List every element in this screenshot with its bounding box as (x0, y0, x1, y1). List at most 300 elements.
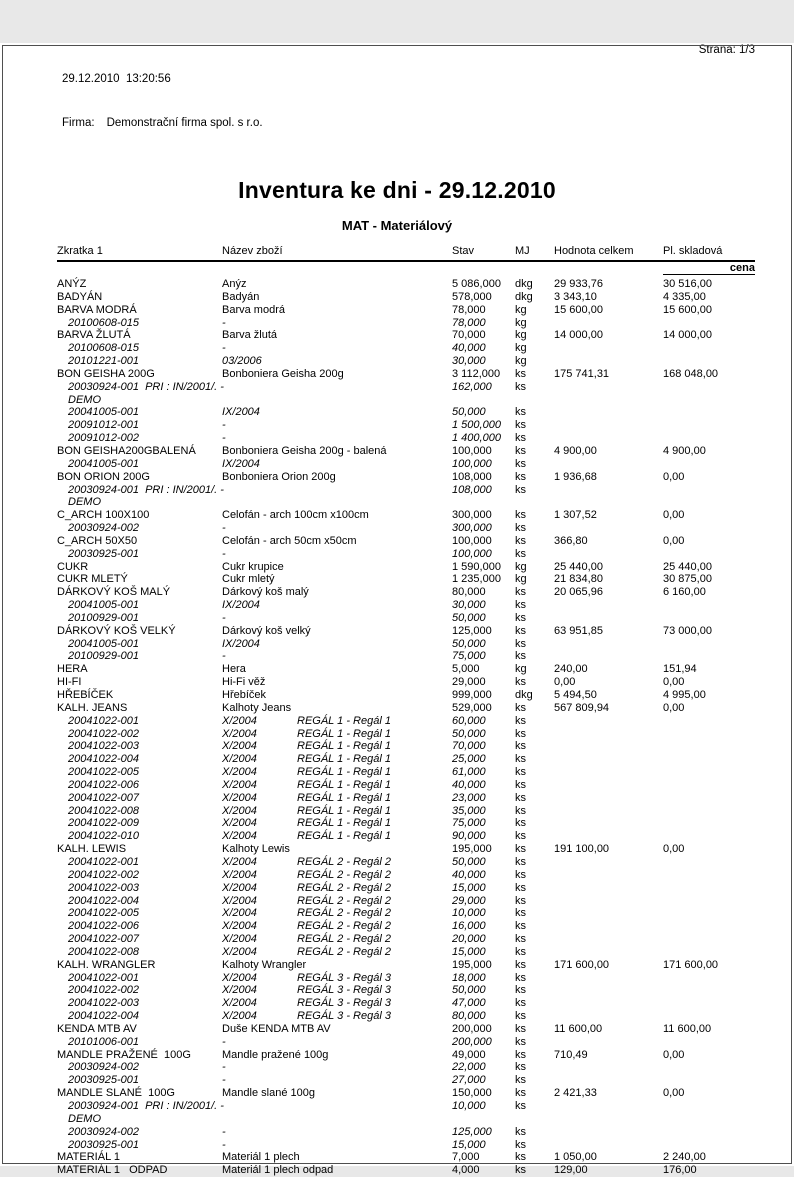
table-cell: 0,00 (663, 535, 755, 548)
lot-row (57, 984, 755, 997)
table-cell: HERA (57, 663, 222, 676)
table-cell: ks (508, 997, 554, 1010)
table-cell: 15,000 (452, 1139, 508, 1152)
table-cell: 35,000 (452, 805, 508, 818)
table-cell: 176,00 (663, 1164, 755, 1177)
lot-row (57, 432, 755, 445)
table-cell: dkg (508, 689, 554, 702)
table-cell: 5 494,50 (554, 689, 663, 702)
item-row (57, 1151, 755, 1164)
item-row (57, 275, 755, 291)
table-cell: Badyán (222, 291, 452, 304)
table-cell (663, 355, 755, 368)
table-cell (554, 406, 663, 419)
table-cell: 171 600,00 (663, 959, 755, 972)
table-cell (663, 458, 755, 471)
table-cell: - (222, 1126, 297, 1139)
table-cell: ks (508, 817, 554, 830)
table-cell: 29,000 (452, 895, 508, 908)
table-cell: ks (508, 1023, 554, 1036)
table-cell: X/2004 (222, 740, 297, 753)
table-cell (554, 381, 663, 394)
table-cell: 300,000 (452, 522, 508, 535)
table-cell (663, 856, 755, 869)
table-cell: - (222, 419, 297, 432)
table-cell: 14 000,00 (663, 329, 755, 342)
table-cell (554, 1139, 663, 1152)
table-cell (554, 1061, 663, 1074)
table-cell: DEMO (57, 394, 755, 407)
table-cell: 20041022-003 (57, 997, 222, 1010)
table-cell: 63 951,85 (554, 625, 663, 638)
table-cell (663, 484, 755, 497)
table-cell: 20100929-001 (57, 650, 222, 663)
table-cell (663, 779, 755, 792)
table-cell: 20041022-006 (57, 920, 222, 933)
table-cell: 6 160,00 (663, 586, 755, 599)
table-cell: 100,000 (452, 458, 508, 471)
table-cell (554, 753, 663, 766)
inventory-table (57, 245, 755, 1177)
table-cell: ks (508, 522, 554, 535)
table-cell: 47,000 (452, 997, 508, 1010)
table-cell: ks (508, 445, 554, 458)
lot-row (57, 650, 755, 663)
item-row (57, 561, 755, 574)
table-cell: 50,000 (452, 728, 508, 741)
lot-row (57, 817, 755, 830)
table-cell (663, 317, 755, 330)
lot-row (57, 946, 755, 959)
table-cell: 20100929-001 (57, 612, 222, 625)
table-cell: 20041022-005 (57, 766, 222, 779)
table-cell: dkg (508, 275, 554, 291)
table-cell (554, 715, 663, 728)
table-cell: 20041022-001 (57, 715, 222, 728)
table-cell: X/2004 (222, 882, 297, 895)
table-cell: ks (508, 650, 554, 663)
table-cell (554, 740, 663, 753)
table-cell (663, 805, 755, 818)
table-cell: IX/2004 (222, 406, 297, 419)
table-cell (663, 753, 755, 766)
table-cell (663, 1010, 755, 1023)
table-cell: 191 100,00 (554, 843, 663, 856)
table-cell: REGÁL 3 - Regál 3 (297, 984, 452, 997)
table-cell (554, 766, 663, 779)
table-cell: ks (508, 419, 554, 432)
table-cell: 2 421,33 (554, 1087, 663, 1100)
table-cell (663, 650, 755, 663)
lot-row (57, 522, 755, 535)
table-cell: 1 050,00 (554, 1151, 663, 1164)
table-cell: ks (508, 766, 554, 779)
col-stav: Stav (452, 245, 508, 261)
table-cell: REGÁL 3 - Regál 3 (297, 997, 452, 1010)
table-cell: ks (508, 1087, 554, 1100)
table-cell: 78,000 (452, 317, 508, 330)
table-cell: ks (508, 843, 554, 856)
table-cell: ANÝZ (57, 275, 222, 291)
table-cell: 20101221-001 (57, 355, 222, 368)
table-cell: X/2004 (222, 856, 297, 869)
table-cell: X/2004 (222, 907, 297, 920)
table-cell: Duše KENDA MTB AV (222, 1023, 452, 1036)
lot-row (57, 830, 755, 843)
table-cell: Anýz (222, 275, 452, 291)
table-cell: 20041022-004 (57, 895, 222, 908)
table-cell: X/2004 (222, 895, 297, 908)
lot-row (57, 1074, 755, 1087)
table-cell (297, 419, 452, 432)
table-cell: ks (508, 946, 554, 959)
item-row (57, 702, 755, 715)
table-cell: Celofán - arch 100cm x100cm (222, 509, 452, 522)
table-cell (554, 728, 663, 741)
table-cell (297, 1036, 452, 1049)
table-cell: 20030925-001 (57, 548, 222, 561)
table-cell (554, 946, 663, 959)
item-row (57, 304, 755, 317)
item-row (57, 586, 755, 599)
table-cell: X/2004 (222, 779, 297, 792)
table-cell: Barva modrá (222, 304, 452, 317)
table-cell: IX/2004 (222, 638, 297, 651)
table-cell: BON GEISHA 200G (57, 368, 222, 381)
table-cell: DEMO (57, 1113, 755, 1126)
lot-row (57, 458, 755, 471)
table-cell: ks (508, 779, 554, 792)
table-cell: KENDA MTB AV (57, 1023, 222, 1036)
table-cell: 73 000,00 (663, 625, 755, 638)
table-cell (554, 920, 663, 933)
col-zkratka: Zkratka 1 (57, 245, 222, 261)
table-cell: 15 600,00 (554, 304, 663, 317)
table-cell: REGÁL 1 - Regál 1 (297, 779, 452, 792)
table-cell (663, 638, 755, 651)
table-cell: Materiál 1 plech (222, 1151, 452, 1164)
table-cell: 195,000 (452, 843, 508, 856)
table-cell: 20041022-002 (57, 984, 222, 997)
table-cell (554, 650, 663, 663)
table-cell (554, 1126, 663, 1139)
table-cell: 151,94 (663, 663, 755, 676)
table-cell: 75,000 (452, 650, 508, 663)
item-row (57, 368, 755, 381)
table-cell (554, 342, 663, 355)
table-cell: 2 240,00 (663, 1151, 755, 1164)
table-cell (663, 1074, 755, 1087)
table-cell: ks (508, 1151, 554, 1164)
lot-row (57, 907, 755, 920)
table-cell: Hřebíček (222, 689, 452, 702)
table-cell (297, 1074, 452, 1087)
table-cell: REGÁL 3 - Regál 3 (297, 1010, 452, 1023)
table-cell: ks (508, 1061, 554, 1074)
table-cell (663, 1036, 755, 1049)
lot-row (57, 856, 755, 869)
table-cell: 20041022-001 (57, 972, 222, 985)
table-cell: 10,000 (452, 1100, 508, 1113)
table-cell: 366,80 (554, 535, 663, 548)
lot-row (57, 1036, 755, 1049)
table-cell (663, 817, 755, 830)
table-cell: ks (508, 1126, 554, 1139)
table-cell: X/2004 (222, 792, 297, 805)
company-line (62, 116, 263, 131)
table-cell: - (222, 1061, 297, 1074)
header-left (62, 43, 263, 159)
table-cell: X/2004 (222, 997, 297, 1010)
continuation-row (57, 1113, 755, 1126)
table-cell: ks (508, 535, 554, 548)
table-cell: 4,000 (452, 1164, 508, 1177)
table-cell: DEMO (57, 496, 755, 509)
table-cell: REGÁL 1 - Regál 1 (297, 766, 452, 779)
table-cell (297, 432, 452, 445)
table-cell: REGÁL 2 - Regál 2 (297, 856, 452, 869)
table-cell: 40,000 (452, 869, 508, 882)
table-cell: 14 000,00 (554, 329, 663, 342)
table-cell: CUKR (57, 561, 222, 574)
table-cell: 60,000 (452, 715, 508, 728)
table-cell (663, 933, 755, 946)
table-cell: REGÁL 2 - Regál 2 (297, 907, 452, 920)
table-cell: 20041005-001 (57, 458, 222, 471)
table-cell: Cukr krupice (222, 561, 452, 574)
item-row (57, 676, 755, 689)
table-cell: kg (508, 317, 554, 330)
table-cell: ks (508, 586, 554, 599)
table-cell: kg (508, 304, 554, 317)
table-cell: - (222, 1036, 297, 1049)
table-cell: ks (508, 368, 554, 381)
table-cell: Bonboniera Geisha 200g (222, 368, 452, 381)
table-cell (554, 984, 663, 997)
table-cell: MATERIÁL 1 (57, 1151, 222, 1164)
table-cell: 18,000 (452, 972, 508, 985)
table-cell (554, 830, 663, 843)
table-cell: ks (508, 805, 554, 818)
lot-row (57, 612, 755, 625)
table-cell (554, 355, 663, 368)
table-cell: REGÁL 2 - Regál 2 (297, 882, 452, 895)
table-cell: REGÁL 1 - Regál 1 (297, 805, 452, 818)
table-cell: ks (508, 895, 554, 908)
table-cell: 78,000 (452, 304, 508, 317)
lot-row (57, 753, 755, 766)
lot-row (57, 381, 755, 394)
table-cell: 108,000 (452, 484, 508, 497)
table-cell: 20041022-010 (57, 830, 222, 843)
table-cell: DÁRKOVÝ KOŠ MALÝ (57, 586, 222, 599)
item-row (57, 573, 755, 586)
table-cell: 129,00 (554, 1164, 663, 1177)
table-cell: 20041022-003 (57, 882, 222, 895)
table-cell (554, 972, 663, 985)
table-cell: 578,000 (452, 291, 508, 304)
table-cell: 29 933,76 (554, 275, 663, 291)
table-cell (554, 419, 663, 432)
table-cell: Kalhoty Lewis (222, 843, 452, 856)
table-cell: 11 600,00 (554, 1023, 663, 1036)
item-row (57, 959, 755, 972)
lot-row (57, 599, 755, 612)
table-cell: 1 936,68 (554, 471, 663, 484)
lot-row (57, 869, 755, 882)
table-cell: ks (508, 612, 554, 625)
table-cell: X/2004 (222, 753, 297, 766)
table-cell: 710,49 (554, 1049, 663, 1062)
table-cell: 4 995,00 (663, 689, 755, 702)
lot-row (57, 1139, 755, 1152)
table-cell: 0,00 (554, 676, 663, 689)
table-cell (663, 419, 755, 432)
table-cell (554, 317, 663, 330)
table-cell: ks (508, 638, 554, 651)
table-cell: Dárkový koš velký (222, 625, 452, 638)
table-cell: ks (508, 548, 554, 561)
report-page (0, 43, 794, 1166)
table-cell: 5 086,000 (452, 275, 508, 291)
table-cell: - (222, 342, 297, 355)
table-cell: X/2004 (222, 1010, 297, 1023)
table-cell: 3 343,10 (554, 291, 663, 304)
lot-row (57, 355, 755, 368)
table-cell: X/2004 (222, 728, 297, 741)
table-cell: C_ARCH 100X100 (57, 509, 222, 522)
table-cell: 20041005-001 (57, 638, 222, 651)
table-cell: 1 400,000 (452, 432, 508, 445)
table-cell: 0,00 (663, 702, 755, 715)
table-cell: 22,000 (452, 1061, 508, 1074)
lot-row (57, 484, 755, 497)
table-cell: ks (508, 740, 554, 753)
item-row (57, 843, 755, 856)
table-cell (554, 882, 663, 895)
table-cell (297, 1126, 452, 1139)
inventory-table-body (57, 275, 755, 1177)
table-cell: kg (508, 561, 554, 574)
table-cell (554, 1100, 663, 1113)
table-cell: 30 875,00 (663, 573, 755, 586)
table-cell (297, 458, 452, 471)
table-cell: 4 900,00 (554, 445, 663, 458)
table-cell: 171 600,00 (554, 959, 663, 972)
table-cell (297, 1061, 452, 1074)
table-cell: Kalhoty Jeans (222, 702, 452, 715)
table-cell (554, 522, 663, 535)
table-cell: 5,000 (452, 663, 508, 676)
table-cell: 0,00 (663, 676, 755, 689)
lot-row (57, 997, 755, 1010)
table-cell: Barva žlutá (222, 329, 452, 342)
lot-row (57, 1010, 755, 1023)
table-cell: 200,000 (452, 1023, 508, 1036)
table-cell: 30,000 (452, 599, 508, 612)
table-cell: - (222, 1074, 297, 1087)
table-cell (663, 920, 755, 933)
table-cell: 15,000 (452, 946, 508, 959)
table-cell: 40,000 (452, 779, 508, 792)
table-cell: 1 590,000 (452, 561, 508, 574)
table-cell: KALH. LEWIS (57, 843, 222, 856)
table-cell: 7,000 (452, 1151, 508, 1164)
table-cell: ks (508, 920, 554, 933)
table-cell (297, 522, 452, 535)
table-cell: REGÁL 1 - Regál 1 (297, 728, 452, 741)
table-cell (297, 406, 452, 419)
table-cell (554, 805, 663, 818)
table-cell (222, 1100, 297, 1113)
table-cell: kg (508, 663, 554, 676)
table-cell: Kalhoty Wrangler (222, 959, 452, 972)
table-cell: X/2004 (222, 715, 297, 728)
table-cell: 125,000 (452, 1126, 508, 1139)
lot-row (57, 715, 755, 728)
table-cell: REGÁL 2 - Regál 2 (297, 869, 452, 882)
table-cell (663, 728, 755, 741)
table-cell: BARVA MODRÁ (57, 304, 222, 317)
table-cell: 20041022-006 (57, 779, 222, 792)
header-spacer (57, 261, 663, 275)
table-cell: Cukr mletý (222, 573, 452, 586)
table-cell: 20101006-001 (57, 1036, 222, 1049)
inventory-table-head (57, 245, 755, 275)
table-cell (222, 381, 297, 394)
table-cell: kg (508, 342, 554, 355)
table-cell (554, 895, 663, 908)
table-cell: HI-FI (57, 676, 222, 689)
table-cell (554, 997, 663, 1010)
table-cell: 50,000 (452, 856, 508, 869)
table-cell (663, 907, 755, 920)
item-row (57, 1049, 755, 1062)
table-cell: Dárkový koš malý (222, 586, 452, 599)
table-cell: ks (508, 728, 554, 741)
table-cell: MANDLE SLANÉ 100G (57, 1087, 222, 1100)
table-cell: 61,000 (452, 766, 508, 779)
table-cell: 50,000 (452, 638, 508, 651)
table-cell: REGÁL 2 - Regál 2 (297, 946, 452, 959)
lot-row (57, 895, 755, 908)
lot-row (57, 1061, 755, 1074)
table-cell: 20041022-004 (57, 1010, 222, 1023)
table-cell: 80,000 (452, 586, 508, 599)
table-cell: 50,000 (452, 612, 508, 625)
table-cell: 20100608-015 (57, 342, 222, 355)
table-cell: BARVA ŽLUTÁ (57, 329, 222, 342)
table-cell: ks (508, 1074, 554, 1087)
table-cell (663, 792, 755, 805)
table-cell: 40,000 (452, 342, 508, 355)
table-cell: X/2004 (222, 805, 297, 818)
table-cell (663, 997, 755, 1010)
table-cell: ks (508, 676, 554, 689)
table-cell: 50,000 (452, 406, 508, 419)
table-cell: ks (508, 715, 554, 728)
table-cell: ks (508, 1010, 554, 1023)
table-cell: 4 335,00 (663, 291, 755, 304)
table-cell (297, 342, 452, 355)
table-cell: ks (508, 471, 554, 484)
lot-row (57, 792, 755, 805)
lot-row (57, 779, 755, 792)
lot-row (57, 317, 755, 330)
table-cell: 25 440,00 (663, 561, 755, 574)
table-cell (554, 458, 663, 471)
table-cell: 70,000 (452, 329, 508, 342)
